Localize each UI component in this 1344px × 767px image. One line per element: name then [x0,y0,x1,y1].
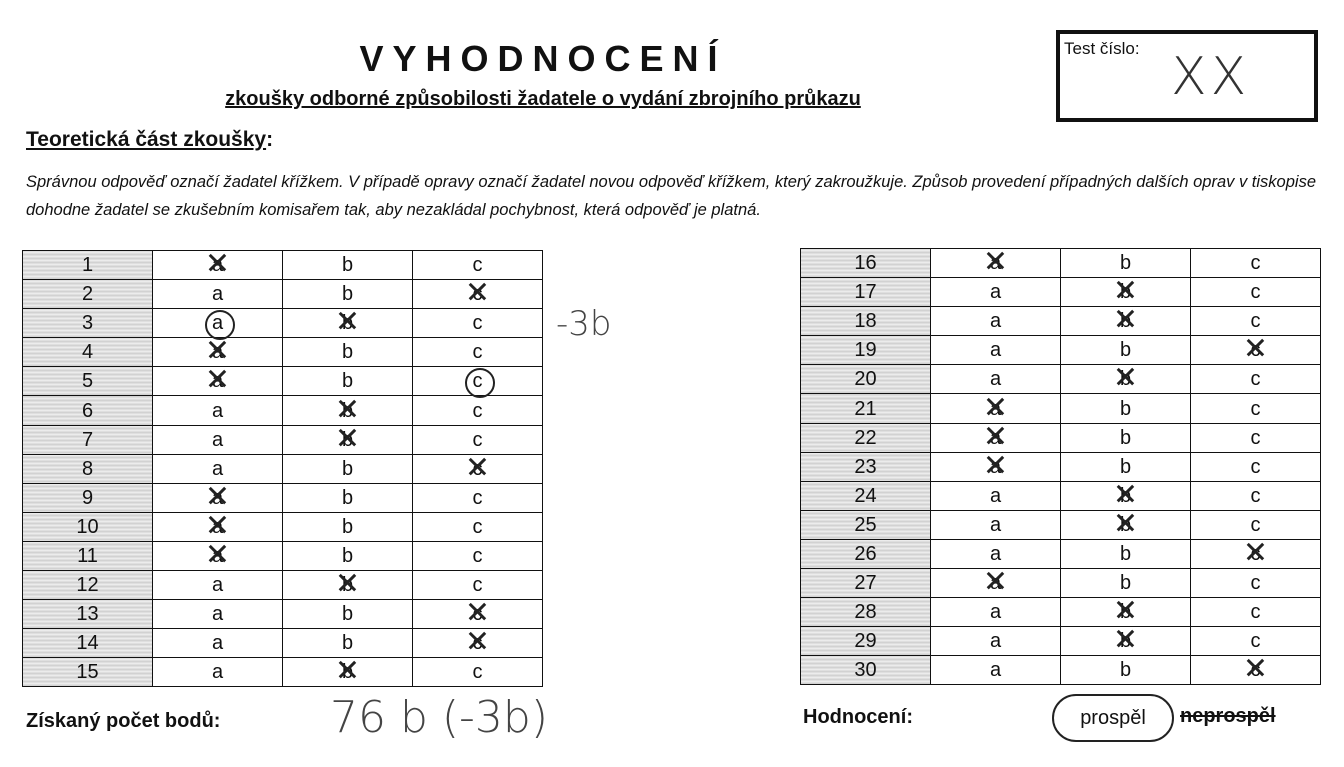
option-a: a ✕ [987,253,1004,273]
question-number: 13 [23,600,153,629]
answer-cell-b[interactable] [283,280,413,309]
option-b: b [1119,455,1132,478]
option-c: c [1250,513,1261,536]
answer-cell-c[interactable] [413,396,543,425]
answer-row [801,656,1321,685]
answer-cell-a[interactable] [153,541,283,570]
answer-cell-b[interactable] [283,338,413,367]
answer-row [801,249,1321,278]
question-number: 21 [801,394,931,423]
answer-cell-c[interactable] [1191,510,1321,539]
option-a: a ✕ [987,399,1004,419]
option-c: c ✕ [470,604,486,624]
answer-cell-b[interactable] [1061,394,1191,423]
option-c: c [1250,368,1261,391]
question-number: 6 [23,396,153,425]
answer-cell-a[interactable] [931,423,1061,452]
answer-cell-c[interactable] [1191,627,1321,656]
answer-cell-a[interactable] [931,365,1061,394]
answer-cell-c[interactable] [1191,307,1321,336]
option-a: a [989,484,1002,507]
answer-row [23,454,543,483]
score-value: 76 b (-3b) [330,692,549,743]
answer-table-left [22,250,543,687]
answer-row [23,251,543,280]
answer-cell-c[interactable] [413,454,543,483]
answer-row [23,338,543,367]
option-b: b ✕ [1117,311,1134,331]
answer-cell-a[interactable] [931,539,1061,568]
answer-cell-c[interactable] [413,571,543,600]
answer-cell-b[interactable] [1061,423,1191,452]
answer-row [23,280,543,309]
answer-cell-a[interactable] [931,510,1061,539]
answer-cell-c[interactable] [413,309,543,338]
answer-cell-b[interactable] [1061,510,1191,539]
option-a: a [989,542,1002,565]
option-a: a [211,399,224,422]
option-a: a ✕ [209,517,226,537]
option-c: c ✕ [470,284,486,304]
option-c: c [1250,630,1261,653]
option-a: a [211,457,224,480]
option-a: a [211,661,224,684]
answer-row [801,627,1321,656]
question-number: 17 [801,278,931,307]
option-a: a [211,428,224,451]
option-b: b [341,544,354,567]
option-a: a [989,281,1002,304]
answer-cell-a[interactable] [153,454,283,483]
answer-cell-a[interactable] [931,249,1061,278]
answer-cell-c[interactable] [1191,336,1321,365]
option-c: c ✕ [1248,544,1264,564]
question-number: 1 [23,251,153,280]
answer-row [801,307,1321,336]
answer-cell-c[interactable] [413,280,543,309]
answer-cell-a[interactable] [153,512,283,541]
answer-cell-a[interactable] [931,307,1061,336]
answer-cell-c[interactable] [413,629,543,658]
option-b: b ✕ [1117,282,1134,302]
question-number: 25 [801,510,931,539]
option-c: c [1250,572,1261,595]
answer-cell-b[interactable] [283,571,413,600]
answer-row [23,629,543,658]
answer-cell-a[interactable] [931,278,1061,307]
option-b: b [1119,659,1132,682]
answer-cell-c[interactable] [1191,394,1321,423]
option-c: c [472,399,483,422]
option-a: a ✕ [987,428,1004,448]
option-c: c [472,515,483,538]
answer-cell-c[interactable] [1191,569,1321,598]
option-a: a [211,603,224,626]
option-c: c [472,574,483,597]
answer-cell-c[interactable] [413,483,543,512]
option-b: b [1119,339,1132,362]
option-b: b [341,457,354,480]
answer-cell-b[interactable] [283,396,413,425]
answer-cell-b[interactable] [283,541,413,570]
option-c: c [470,371,486,391]
option-b: b [341,603,354,626]
option-b: b [341,632,354,655]
question-number: 12 [23,571,153,600]
answer-cell-a[interactable] [153,338,283,367]
answer-cell-c[interactable] [413,600,543,629]
test-number-value: XX [1171,47,1251,107]
option-a: a ✕ [209,255,226,275]
question-number: 20 [801,365,931,394]
answer-row [801,452,1321,481]
question-number: 2 [23,280,153,309]
answer-cell-a[interactable] [931,481,1061,510]
option-a: a ✕ [987,573,1004,593]
option-b: b [341,370,354,393]
option-c: c ✕ [1248,340,1264,360]
question-number: 23 [801,452,931,481]
option-b: b [1119,542,1132,565]
answer-cell-c[interactable] [1191,539,1321,568]
score-label: Získaný počet bodů: [26,710,221,732]
answer-cell-a[interactable] [153,483,283,512]
question-number: 5 [23,367,153,396]
option-a: a [989,368,1002,391]
evaluation-label: Hodnocení: [803,706,913,728]
answer-row [801,481,1321,510]
test-number-box [1056,30,1318,122]
option-a: a [989,513,1002,536]
answer-row [801,423,1321,452]
answer-cell-a[interactable] [153,629,283,658]
option-b: b ✕ [1117,631,1134,651]
question-number: 19 [801,336,931,365]
answer-row [23,571,543,600]
answer-cell-b[interactable] [1061,307,1191,336]
question-number: 4 [23,338,153,367]
answer-cell-b[interactable] [1061,336,1191,365]
option-c: c ✕ [470,459,486,479]
option-a: a ✕ [209,371,226,391]
question-number: 7 [23,425,153,454]
answer-table-right [800,248,1321,685]
evaluation-pass: prospěl [1052,694,1174,742]
answer-cell-b[interactable] [1061,452,1191,481]
option-c: c [472,486,483,509]
option-c: c [1250,397,1261,420]
answer-cell-b[interactable] [283,309,413,338]
answer-cell-b[interactable] [283,454,413,483]
option-a: a [209,313,226,333]
option-a: a [989,601,1002,624]
option-b: b [341,486,354,509]
answer-cell-a[interactable] [931,656,1061,685]
option-b: b [341,283,354,306]
answer-row [801,510,1321,539]
answer-cell-c[interactable] [1191,656,1321,685]
answer-cell-a[interactable] [153,658,283,687]
answer-row [801,365,1321,394]
option-c: c ✕ [1248,660,1264,680]
answer-cell-a[interactable] [931,598,1061,627]
question-number: 11 [23,541,153,570]
section-title: Teoretická část zkoušky [26,128,267,151]
option-b: b ✕ [339,313,356,333]
option-b: b [1119,572,1132,595]
answer-row [23,309,543,338]
option-c: c [472,661,483,684]
question-number: 27 [801,569,931,598]
answer-cell-c[interactable] [1191,365,1321,394]
option-b: b [341,341,354,364]
answer-cell-c[interactable] [413,541,543,570]
option-a: a [211,574,224,597]
option-a: a [989,310,1002,333]
option-b: b ✕ [339,401,356,421]
option-b: b ✕ [339,662,356,682]
answer-row [801,539,1321,568]
answer-cell-b[interactable] [1061,627,1191,656]
option-b: b [1119,397,1132,420]
answer-cell-a[interactable] [153,425,283,454]
answer-cell-b[interactable] [1061,481,1191,510]
answer-cell-a[interactable] [931,452,1061,481]
question-number: 26 [801,539,931,568]
answer-cell-a[interactable] [153,367,283,396]
option-b: b [341,515,354,538]
answer-cell-b[interactable] [1061,249,1191,278]
answer-row [23,425,543,454]
option-b: b [341,254,354,277]
question-number: 3 [23,309,153,338]
answer-cell-c[interactable] [1191,481,1321,510]
option-a: a [989,659,1002,682]
option-b: b ✕ [1117,369,1134,389]
answer-row [23,658,543,687]
option-a: a ✕ [987,457,1004,477]
question-number: 24 [801,481,931,510]
answer-cell-b[interactable] [283,658,413,687]
answer-cell-a[interactable] [153,280,283,309]
answer-row [801,598,1321,627]
section-colon: : [266,128,274,151]
answer-cell-a[interactable] [153,251,283,280]
instructions: Správnou odpověď označí žadatel křížkem. V případě opravy označí žadatel novou odpověď křížkem, který zakroužkuje. Způsob provedení případných dalších oprav v tiskopise dohodne žadatel se zkušebním komisařem tak, aby nezakládal pochybnost, která odpověď je platná. [26,173,1316,219]
answer-row [23,600,543,629]
option-c: c [472,544,483,567]
answer-cell-a[interactable] [153,571,283,600]
answer-cell-b[interactable] [1061,569,1191,598]
answer-cell-b[interactable] [1061,365,1191,394]
answer-cell-b[interactable] [1061,539,1191,568]
option-c: c [1250,252,1261,275]
test-number-label: Test číslo: [1064,39,1140,58]
answer-cell-b[interactable] [283,425,413,454]
question-number: 8 [23,454,153,483]
answer-row [801,394,1321,423]
answer-row [23,512,543,541]
question-number: 14 [23,629,153,658]
option-a: a [211,632,224,655]
answer-cell-b[interactable] [283,629,413,658]
answer-cell-b[interactable] [283,600,413,629]
option-b: b ✕ [339,430,356,450]
answer-cell-c[interactable] [1191,452,1321,481]
option-b: b ✕ [1117,486,1134,506]
option-a: a [211,283,224,306]
question-number: 22 [801,423,931,452]
option-c: c [472,341,483,364]
answer-cell-c[interactable] [413,512,543,541]
answer-row [801,569,1321,598]
question-number: 15 [23,658,153,687]
option-c: c ✕ [470,633,486,653]
answer-row [801,336,1321,365]
section-heading [26,128,273,152]
answer-cell-b[interactable] [1061,598,1191,627]
answer-cell-a[interactable] [931,394,1061,423]
answer-cell-a[interactable] [931,569,1061,598]
answer-cell-a[interactable] [931,627,1061,656]
option-a: a ✕ [209,488,226,508]
answer-cell-c[interactable] [413,425,543,454]
answer-cell-a[interactable] [153,309,283,338]
option-c: c [472,312,483,335]
option-a: a ✕ [209,546,226,566]
answer-cell-b[interactable] [283,367,413,396]
page-title: VYHODNOCENÍ [359,38,727,79]
answer-cell-c[interactable] [1191,423,1321,452]
option-a: a [989,630,1002,653]
answer-row [23,367,543,396]
option-b: b ✕ [1117,602,1134,622]
page-subtitle: zkoušky odborné způsobilosti žadatele o vydání zbrojního průkazu [225,88,861,110]
option-c: c [472,428,483,451]
option-c: c [1250,310,1261,333]
option-a: a [989,339,1002,362]
evaluation-fail: neprospěl [1180,705,1276,727]
answer-cell-a[interactable] [931,336,1061,365]
question-number: 9 [23,483,153,512]
option-c: c [472,254,483,277]
option-c: c [1250,455,1261,478]
question-number: 18 [801,307,931,336]
question-number: 10 [23,512,153,541]
answer-cell-c[interactable] [413,367,543,396]
answer-cell-c[interactable] [1191,598,1321,627]
answer-row [23,396,543,425]
option-c: c [1250,281,1261,304]
answer-row [23,483,543,512]
answer-cell-a[interactable] [153,600,283,629]
answer-cell-b[interactable] [283,251,413,280]
option-b: b [1119,252,1132,275]
answer-row [23,541,543,570]
question-number: 30 [801,656,931,685]
option-b: b [1119,426,1132,449]
answer-cell-b[interactable] [1061,656,1191,685]
answer-row [801,278,1321,307]
option-b: b ✕ [339,575,356,595]
answer-cell-c[interactable] [1191,249,1321,278]
answer-cell-b[interactable] [283,483,413,512]
answer-cell-c[interactable] [413,658,543,687]
margin-note: -3b [556,304,612,344]
question-number: 28 [801,598,931,627]
answer-cell-b[interactable] [283,512,413,541]
answer-cell-c[interactable] [1191,278,1321,307]
answer-cell-c[interactable] [413,338,543,367]
option-a: a ✕ [209,342,226,362]
question-number: 16 [801,249,931,278]
answer-cell-a[interactable] [153,396,283,425]
option-c: c [1250,484,1261,507]
answer-cell-b[interactable] [1061,278,1191,307]
answer-cell-c[interactable] [413,251,543,280]
option-c: c [1250,426,1261,449]
question-number: 29 [801,627,931,656]
option-c: c [1250,601,1261,624]
option-b: b ✕ [1117,515,1134,535]
